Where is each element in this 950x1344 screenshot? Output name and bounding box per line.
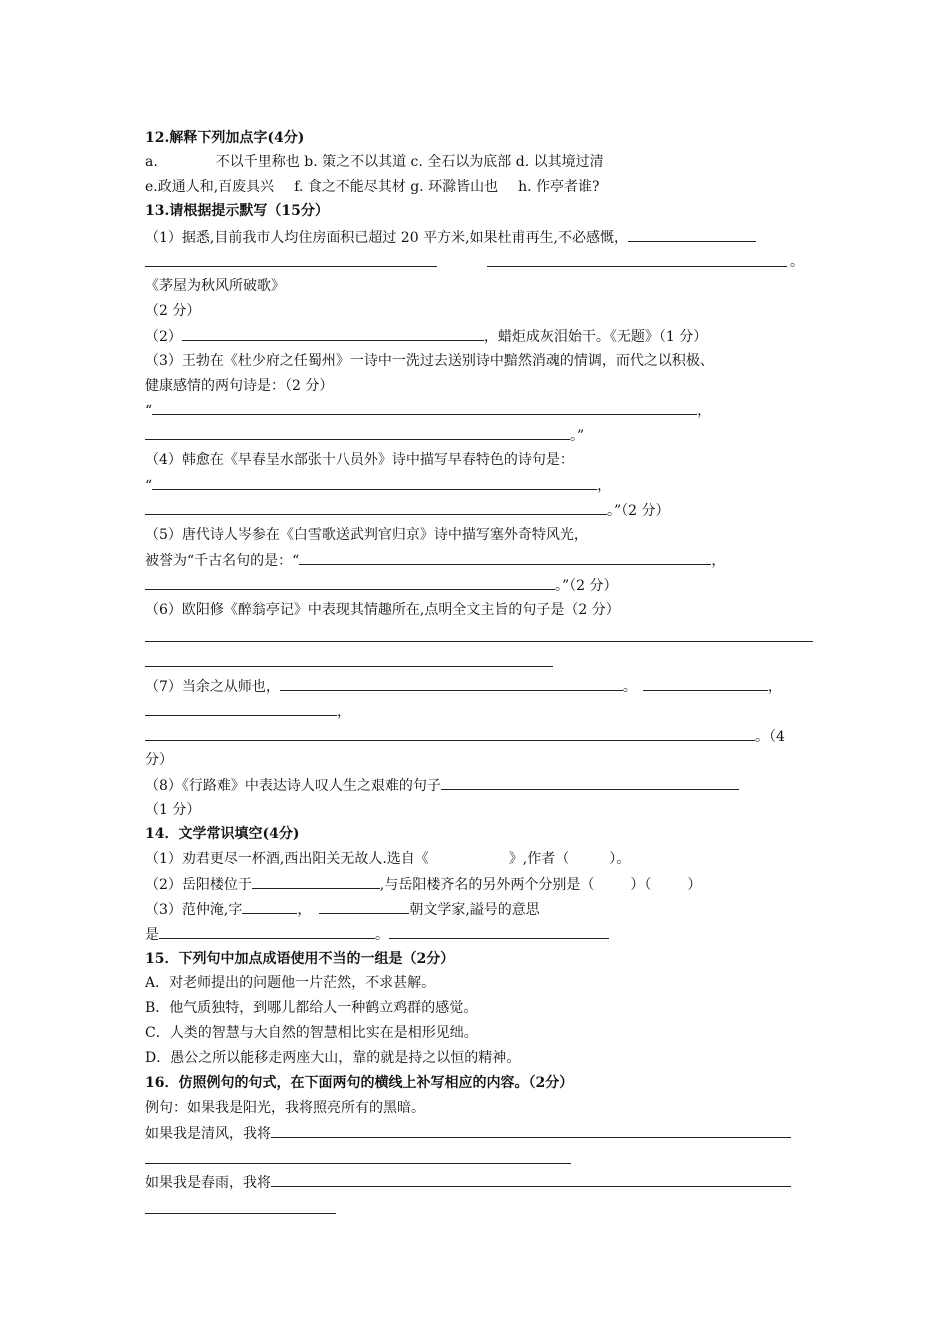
answer-line[interactable] (145, 641, 813, 642)
q13-p5b-text: 被誉为“千古名句的是：“ (145, 553, 300, 569)
q13-p5a: （5）唐代诗人岑参在《白雪歌送武判官归京》诗中描写塞外奇特风光， (145, 527, 588, 543)
q12-title: 12.解释下列加点字(4分) (145, 130, 305, 146)
q14-l2b: ,与岳阳楼齐名的另外两个分别是（ (379, 877, 595, 893)
answer-blank[interactable] (145, 575, 555, 590)
q13-p8-score: （1 分） (145, 802, 201, 818)
answer-blank[interactable] (299, 550, 711, 565)
q13-p3-line1 (145, 400, 711, 421)
answer-blank[interactable] (145, 701, 337, 716)
q14-title: 14．文学常识填空(4分) (145, 826, 300, 842)
q13-p7 (145, 676, 782, 697)
q16-title: 16．仿照例句的句式，在下面两句的横线上补写相应的内容。（2分） (145, 1075, 574, 1091)
answer-line[interactable] (145, 666, 553, 667)
q13-p4: （4）韩愈在《早春呈水部张十八员外》诗中描写早春特色的诗句是： (145, 452, 574, 468)
q13-p6: （6）欧阳修《醉翁亭记》中表现其情趣所在,点明全文主旨的句子是（2 分） (145, 602, 620, 618)
answer-blank[interactable] (628, 227, 756, 242)
q14-l3c: 朝文学家,謚号的意思 (409, 902, 540, 918)
q14-line1 (145, 849, 630, 869)
answer-blank[interactable] (159, 924, 375, 939)
answer-blank[interactable] (389, 924, 609, 939)
answer-blank[interactable] (441, 775, 739, 790)
open-quote: “ (145, 478, 153, 494)
q16-s1 (145, 1123, 791, 1144)
q13-p1 (145, 227, 756, 248)
q12-fg: f. 食之不能尽其材 g. 环滁皆山也 (294, 179, 499, 195)
q12-line2 (145, 177, 600, 197)
q13-p3b: 健康感情的两句诗是：（2 分） (145, 378, 334, 394)
q13-p8-text: （8）《行路难》中表达诗人叹人生之艰难的句子 (145, 778, 441, 794)
answer-blank[interactable] (643, 676, 768, 691)
close-quote: 。”（2 分） (607, 503, 670, 519)
q14-l4a: 是 (145, 927, 159, 943)
q15-option-d: D．愚公之所以能移走两座大山，靠的就是持之以恒的精神。 (145, 1050, 521, 1066)
q15-option-c: C．人类的智慧与大自然的智慧相比实在是相形见绌。 (145, 1025, 478, 1041)
q13-p8 (145, 775, 739, 796)
q14-l2a: （2）岳阳楼位于 (145, 877, 252, 893)
answer-blank[interactable] (280, 676, 623, 691)
answer-blank[interactable] (152, 400, 697, 415)
comma: ， (337, 704, 351, 720)
q13-p7-score: 分） (145, 752, 173, 768)
comma: ， (597, 478, 612, 494)
q14-l1b: 》,作者（ (508, 851, 570, 867)
q16-s2 (145, 1172, 791, 1193)
q13-p3-line2 (145, 425, 584, 446)
q16-s2-text: 如果我是春雨，我将 (145, 1175, 271, 1191)
q12-a-label: a. (145, 154, 158, 170)
q14-l3b: ， (297, 902, 312, 918)
q13-p5-line2 (145, 575, 618, 596)
q16-example: 例句：如果我是阳光，我将照亮所有的黑暗。 (145, 1100, 425, 1116)
q15-option-a: A．对老师提出的问题他一片茫然，不求甚解。 (145, 975, 436, 991)
q13-p3a: （3）王勃在《杜少府之任蜀州》一诗中一洗过去送别诗中黯然消魂的情调，而代之以积极、 (145, 353, 714, 369)
q13-p1-text: （1）据悉,目前我市人均住房面积已超过 20 平方米,如果杜甫再生,不必感慨， (145, 230, 628, 246)
q13-p2 (145, 326, 707, 347)
comma: ， (697, 403, 712, 419)
answer-blank[interactable] (182, 326, 484, 341)
q13-p2-post: ，蜡炬成灰泪始干。《无题》（1 分） (483, 329, 708, 345)
q13-p2-pre: （2） (145, 329, 182, 345)
q14-l1c: ）。 (609, 851, 631, 867)
q15-title: 15．下列句中加点成语使用不当的一组是（2分） (145, 951, 455, 967)
q14-l4b: 。 (375, 927, 389, 943)
answer-blank[interactable] (242, 899, 297, 914)
answer-blank[interactable] (271, 1172, 791, 1187)
answer-blank[interactable] (145, 500, 607, 515)
answer-blank[interactable] (145, 726, 755, 741)
q13-p1-source: 《茅屋为秋风所破歌》 (145, 278, 285, 294)
q14-l2c: ）（ (630, 877, 652, 893)
close-quote: 。”（2 分） (555, 578, 618, 594)
q13-p7-line2 (145, 701, 351, 722)
q15-option-b: B．他气质独特，到哪儿都给人一种鹤立鸡群的感觉。 (145, 1000, 478, 1016)
answer-line[interactable] (145, 266, 437, 267)
q13-p7-line3 (145, 726, 785, 747)
q12-line1 (145, 152, 604, 172)
q13-title: 13.请根据提示默写（15分） (145, 203, 329, 219)
q13-p5b (145, 550, 725, 571)
q14-line2 (145, 874, 701, 895)
period: 。 (622, 679, 637, 695)
answer-blank[interactable] (252, 874, 380, 889)
q14-line4 (145, 924, 609, 945)
q13-p4-line1 (145, 475, 611, 496)
comma: ， (767, 679, 782, 695)
q12-line1-rest: 不以千里称也 b. 策之不以其道 c. 全石以为底部 d. 以其境过清 (215, 154, 604, 170)
q13-p1-score: （2 分） (145, 303, 201, 319)
answer-blank[interactable] (152, 475, 597, 490)
answer-blank[interactable] (145, 425, 570, 440)
q16-s1-text: 如果我是清风，我将 (145, 1126, 271, 1142)
comma: ， (711, 553, 726, 569)
answer-line[interactable] (145, 1163, 571, 1164)
answer-line[interactable] (145, 1213, 336, 1214)
q13-p7-text: （7）当余之从师也， (145, 679, 280, 695)
answer-blank[interactable] (271, 1123, 791, 1138)
q13-p7-end: 。（4 (755, 729, 785, 745)
answer-blank[interactable] (319, 899, 409, 914)
close-quote: 。” (570, 428, 585, 444)
q12-h: h. 作亭者谁? (518, 179, 600, 195)
q14-l3a: （3）范仲淹,字 (145, 902, 243, 918)
q14-l2d: ） (687, 877, 702, 893)
q13-p4-line2 (145, 500, 670, 521)
q14-l1a: （1）劝君更尽一杯酒,西出阳关无故人.选自《 (145, 851, 429, 867)
q12-e: e.政通人和,百废具兴 (145, 179, 275, 195)
open-quote: “ (145, 403, 153, 419)
q13-p1-end: 。 (790, 254, 804, 270)
answer-line[interactable] (487, 266, 787, 267)
q14-line3 (145, 899, 540, 920)
